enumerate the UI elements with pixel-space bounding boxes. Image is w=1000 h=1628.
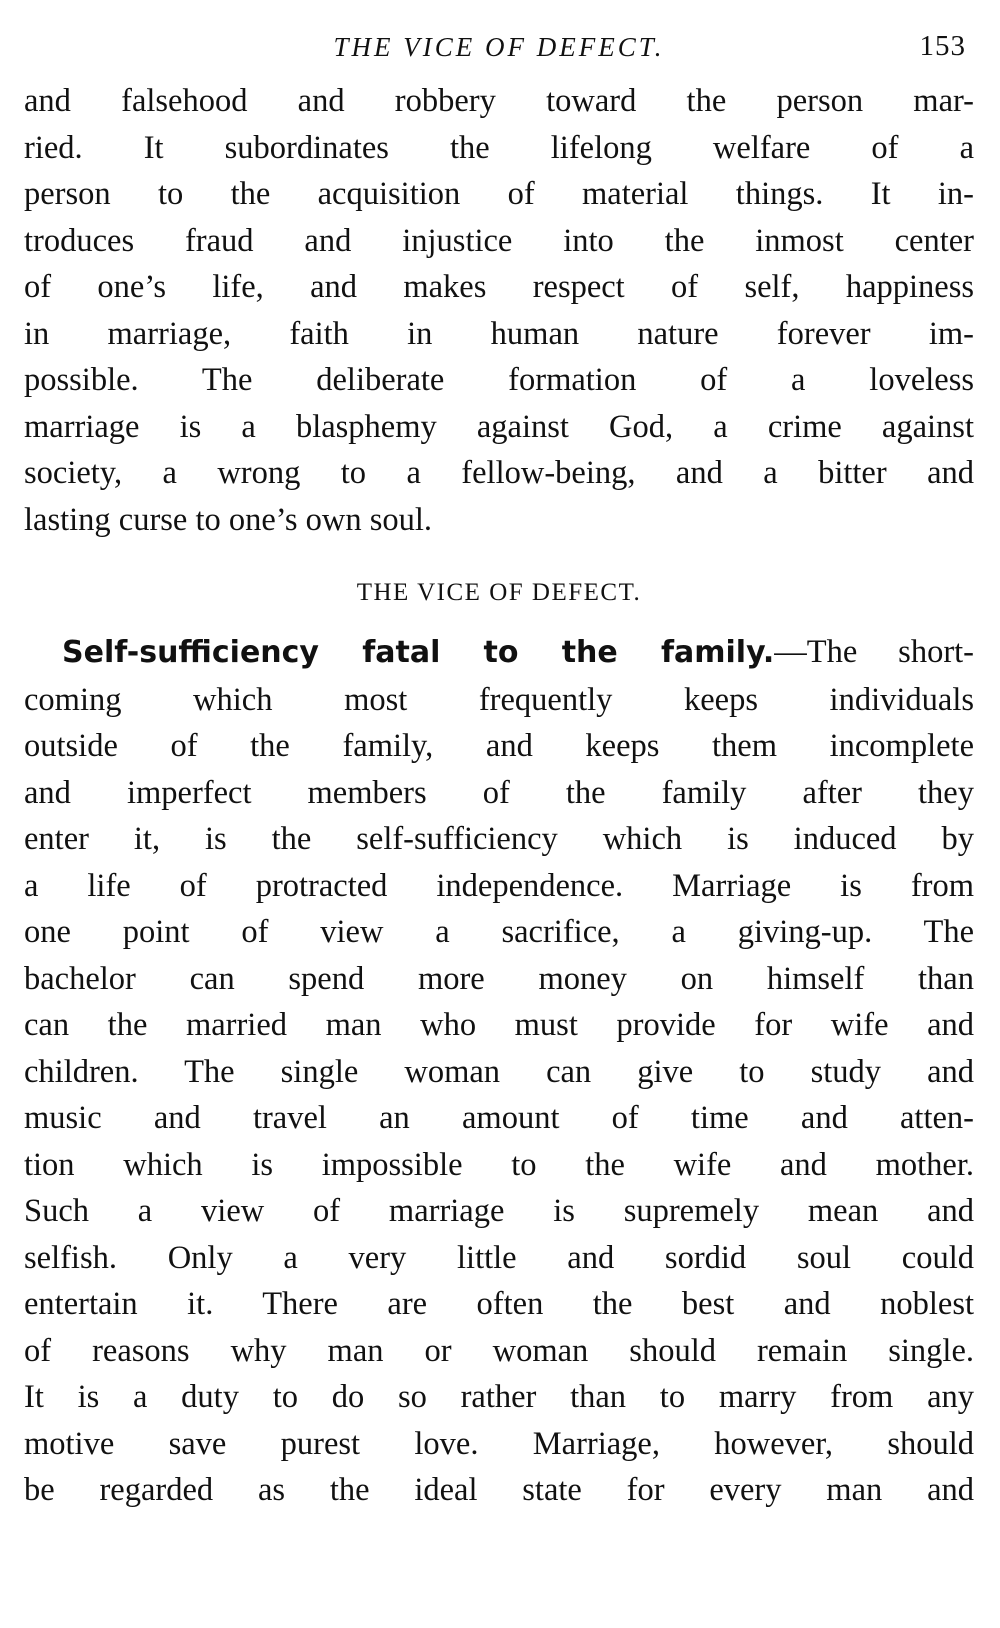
page-number: 153 (919, 30, 966, 62)
lead-in-continuation: —The short- (774, 634, 974, 670)
text-line: It is a duty to do so rather than to marry from any (24, 1379, 974, 1415)
book-page (24, 28, 974, 1514)
text-line: of one’s life, and makes respect of self, happiness (24, 269, 974, 305)
text-line: motive save purest love. Marriage, however, should (24, 1425, 974, 1462)
text-line: selfish. Only a very little and sordid soul could (24, 1239, 974, 1276)
text-line: possible. The deliberate formation of a loveless (24, 362, 974, 398)
text-line: in marriage, faith in human nature forever im- (24, 315, 974, 352)
text-line: be regarded as the ideal state for every man and (24, 1472, 974, 1508)
text-line: coming which most frequently keeps individuals (24, 681, 974, 718)
text-line: troduces fraud and injustice into the inmost center (24, 222, 974, 259)
text-line: marriage is a blasphemy against God, a crime against (24, 408, 974, 445)
section-heading: THE VICE OF DEFECT. (356, 579, 642, 606)
text-line-first (24, 629, 974, 677)
text-line: of reasons why man or woman should remain single. (24, 1332, 974, 1369)
text-line: a life of protracted independence. Marriage is from (24, 867, 974, 904)
running-head (24, 28, 974, 78)
paragraph-2 (24, 629, 974, 1514)
text-line: and falsehood and robbery toward the person mar- (24, 83, 974, 119)
paragraph-lead-in: Self-sufficiency fatal to the family. (62, 635, 775, 670)
text-line: music and travel an amount of time and atten- (24, 1100, 974, 1136)
text-line: enter it, is the self-sufficiency which is induced by (24, 821, 974, 857)
text-line: entertain it. There are often the best and noblest (24, 1286, 974, 1322)
text-line: outside of the family, and keeps them incomplete (24, 728, 974, 764)
text-line: lasting curse to one’s own soul. (24, 501, 433, 538)
text-line: bachelor can spend more money on himself than (24, 960, 974, 997)
paragraph-1 (24, 78, 974, 543)
text-line: person to the acquisition of material things. It in- (24, 176, 974, 212)
text-line: tion which is impossible to the wife and mother. (24, 1146, 974, 1183)
text-line: children. The single woman can give to study and (24, 1053, 974, 1090)
running-title: THE VICE OF DEFECT. (333, 32, 665, 62)
text-line: Such a view of marriage is supremely mean and (24, 1193, 974, 1229)
text-line: one point of view a sacrifice, a giving-up. The (24, 914, 974, 950)
text-line: society, a wrong to a fellow-being, and a bitter and (24, 455, 974, 491)
text-line: can the married man who must provide for wife and (24, 1007, 974, 1043)
text-line: and imperfect members of the family after they (24, 774, 974, 811)
text-line: ried. It subordinates the lifelong welfare of a (24, 129, 974, 166)
